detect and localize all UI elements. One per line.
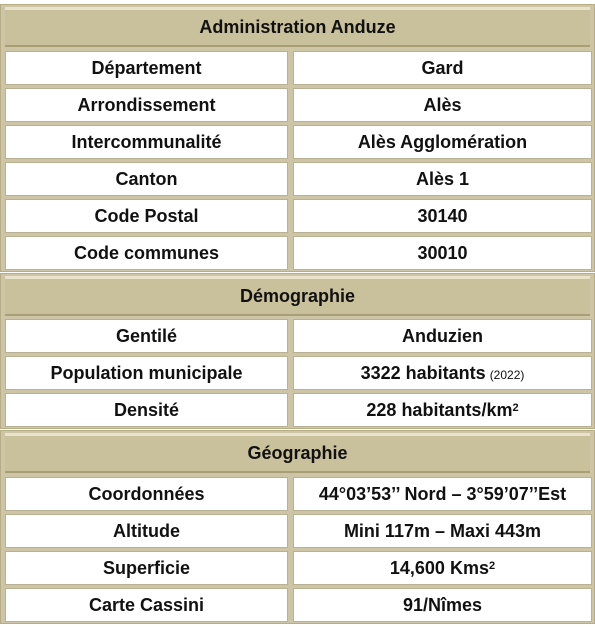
superficie-value: 14,600 Kms bbox=[389, 557, 489, 578]
section-geographie bbox=[0, 430, 595, 624]
row-value-code-postal: 30140 bbox=[293, 199, 592, 233]
row-value-densite: 228 habitants/km $^2$ bbox=[293, 393, 592, 427]
row-value-code-communes: 30010 bbox=[293, 236, 592, 270]
row-label-population: Population municipale bbox=[5, 356, 288, 390]
row-label-altitude: Altitude bbox=[5, 514, 288, 548]
row-label-arrondissement: Arrondissement bbox=[5, 88, 288, 122]
row-value-intercommunalite: Alès Agglomération bbox=[293, 125, 592, 159]
row-value-carte-cassini: 91/Nîmes bbox=[293, 588, 592, 622]
population-year-note: (2022) bbox=[489, 368, 525, 382]
row-value-population bbox=[293, 356, 592, 390]
row-label-code-communes: Code communes bbox=[5, 236, 288, 270]
section-demographie bbox=[0, 273, 595, 429]
row-value-gentile: Anduzien bbox=[293, 319, 592, 353]
row-label-intercommunalite: Intercommunalité bbox=[5, 125, 288, 159]
row-value-arrondissement: Alès bbox=[293, 88, 592, 122]
row-label-densite: Densité bbox=[5, 393, 288, 427]
section-administration bbox=[0, 4, 595, 272]
row-value-altitude: Mini 117m – Maxi 443m bbox=[293, 514, 592, 548]
row-value-superficie: 14,600 Kms $^2$ bbox=[293, 551, 592, 585]
row-label-code-postal: Code Postal bbox=[5, 199, 288, 233]
row-value-canton: Alès 1 bbox=[293, 162, 592, 196]
row-label-carte-cassini: Carte Cassini bbox=[5, 588, 288, 622]
section-title-administration: Administration Anduze bbox=[5, 7, 590, 47]
densite-value: 228 habitants/km bbox=[366, 399, 513, 420]
row-label-departement: Département bbox=[5, 51, 288, 85]
row-value-departement: Gard bbox=[293, 51, 592, 85]
section-title-demographie: Démographie bbox=[5, 276, 590, 316]
row-value-coordonnees: 44°03’53’’ Nord – 3°59’07’’Est bbox=[293, 477, 592, 511]
row-label-canton: Canton bbox=[5, 162, 288, 196]
section-title-geographie: Géographie bbox=[5, 433, 590, 473]
row-label-superficie: Superficie bbox=[5, 551, 288, 585]
row-label-coordonnees: Coordonnées bbox=[5, 477, 288, 511]
row-label-gentile: Gentilé bbox=[5, 319, 288, 353]
population-value: 3322 habitants bbox=[360, 362, 486, 383]
